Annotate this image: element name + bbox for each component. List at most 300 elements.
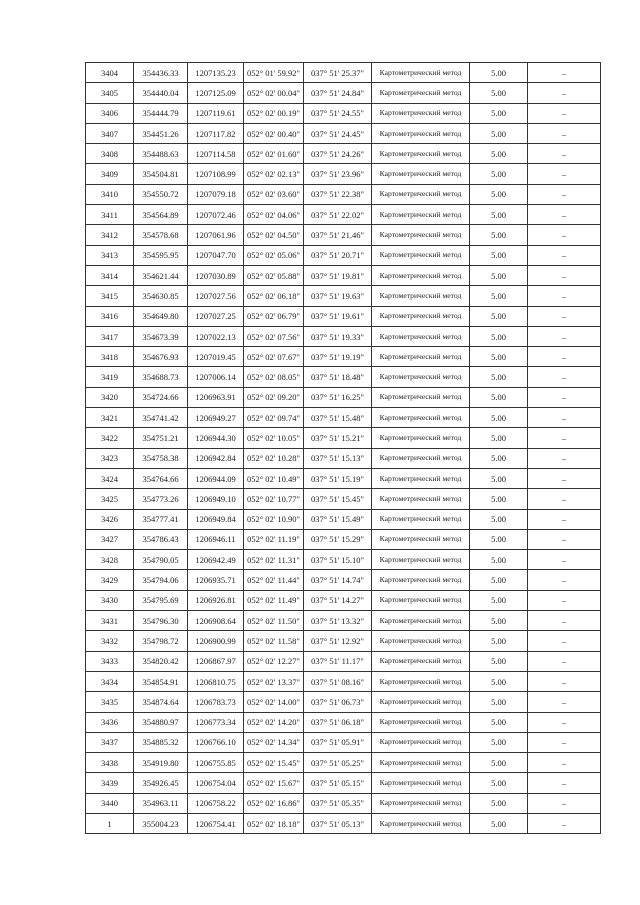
x-coordinate-cell: 354885.32	[134, 732, 188, 752]
x-coordinate-cell: 354963.11	[134, 793, 188, 813]
table-row	[86, 468, 601, 488]
latitude-cell: 052° 02' 15.45"	[244, 753, 304, 773]
method-cell: Картометрический метод	[372, 144, 470, 164]
point-number-cell: 3431	[86, 611, 134, 631]
description-cell: –	[528, 732, 601, 752]
y-coordinate-cell: 1207117.82	[188, 123, 244, 143]
y-coordinate-cell: 1207114.58	[188, 144, 244, 164]
latitude-cell: 052° 02' 15.67"	[244, 773, 304, 793]
accuracy-cell: 5.00	[470, 408, 528, 428]
description-cell: –	[528, 509, 601, 529]
point-number-cell: 3413	[86, 245, 134, 265]
latitude-cell: 052° 02' 10.49"	[244, 468, 304, 488]
longitude-cell: 037° 51' 15.45"	[304, 489, 372, 509]
table-row	[86, 144, 601, 164]
point-number-cell: 3408	[86, 144, 134, 164]
accuracy-cell: 5.00	[470, 123, 528, 143]
point-number-cell: 3429	[86, 570, 134, 590]
y-coordinate-cell: 1206783.73	[188, 692, 244, 712]
longitude-cell: 037° 51' 14.27"	[304, 590, 372, 610]
x-coordinate-cell: 354621.44	[134, 265, 188, 285]
description-cell: –	[528, 631, 601, 651]
method-cell: Картометрический метод	[372, 448, 470, 468]
longitude-cell: 037° 51' 24.45"	[304, 123, 372, 143]
accuracy-cell: 5.00	[470, 225, 528, 245]
latitude-cell: 052° 02' 04.50"	[244, 225, 304, 245]
point-number-cell: 3426	[86, 509, 134, 529]
coordinates-table	[85, 62, 601, 834]
method-cell: Картометрический метод	[372, 773, 470, 793]
table-row	[86, 448, 601, 468]
longitude-cell: 037° 51' 18.48"	[304, 367, 372, 387]
point-number-cell: 3435	[86, 692, 134, 712]
method-cell: Картометрический метод	[372, 123, 470, 143]
x-coordinate-cell: 354874.64	[134, 692, 188, 712]
longitude-cell: 037° 51' 23.96"	[304, 164, 372, 184]
accuracy-cell: 5.00	[470, 367, 528, 387]
x-coordinate-cell: 354724.66	[134, 387, 188, 407]
y-coordinate-cell: 1206900.99	[188, 631, 244, 651]
description-cell: –	[528, 813, 601, 833]
method-cell: Картометрический метод	[372, 265, 470, 285]
latitude-cell: 052° 02' 08.05"	[244, 367, 304, 387]
longitude-cell: 037° 51' 06.73"	[304, 692, 372, 712]
longitude-cell: 037° 51' 14.74"	[304, 570, 372, 590]
longitude-cell: 037° 51' 19.63"	[304, 286, 372, 306]
latitude-cell: 052° 02' 05.06"	[244, 245, 304, 265]
table-row	[86, 347, 601, 367]
y-coordinate-cell: 1206949.84	[188, 509, 244, 529]
description-cell: –	[528, 306, 601, 326]
method-cell: Картометрический метод	[372, 611, 470, 631]
y-coordinate-cell: 1207030.89	[188, 265, 244, 285]
accuracy-cell: 5.00	[470, 712, 528, 732]
method-cell: Картометрический метод	[372, 428, 470, 448]
accuracy-cell: 5.00	[470, 103, 528, 123]
accuracy-cell: 5.00	[470, 509, 528, 529]
table-row	[86, 225, 601, 245]
table-row	[86, 651, 601, 671]
point-number-cell: 3418	[86, 347, 134, 367]
y-coordinate-cell: 1207061.96	[188, 225, 244, 245]
method-cell: Картометрический метод	[372, 225, 470, 245]
y-coordinate-cell: 1207108.99	[188, 164, 244, 184]
method-cell: Картометрический метод	[372, 103, 470, 123]
x-coordinate-cell: 354578.68	[134, 225, 188, 245]
description-cell: –	[528, 712, 601, 732]
longitude-cell: 037° 51' 15.10"	[304, 550, 372, 570]
point-number-cell: 3416	[86, 306, 134, 326]
x-coordinate-cell: 354440.04	[134, 83, 188, 103]
point-number-cell: 3428	[86, 550, 134, 570]
description-cell: –	[528, 225, 601, 245]
y-coordinate-cell: 1206942.49	[188, 550, 244, 570]
point-number-cell: 3406	[86, 103, 134, 123]
accuracy-cell: 5.00	[470, 144, 528, 164]
point-number-cell: 3420	[86, 387, 134, 407]
x-coordinate-cell: 354786.43	[134, 529, 188, 549]
description-cell: –	[528, 793, 601, 813]
accuracy-cell: 5.00	[470, 326, 528, 346]
x-coordinate-cell: 354820.42	[134, 651, 188, 671]
table-row	[86, 408, 601, 428]
method-cell: Картометрический метод	[372, 671, 470, 691]
table-row	[86, 671, 601, 691]
latitude-cell: 052° 02' 11.49"	[244, 590, 304, 610]
x-coordinate-cell: 354796.30	[134, 611, 188, 631]
x-coordinate-cell: 354926.45	[134, 773, 188, 793]
x-coordinate-cell: 354688.73	[134, 367, 188, 387]
method-cell: Картометрический метод	[372, 550, 470, 570]
longitude-cell: 037° 51' 05.15"	[304, 773, 372, 793]
latitude-cell: 052° 02' 16.86"	[244, 793, 304, 813]
latitude-cell: 052° 02' 01.60"	[244, 144, 304, 164]
method-cell: Картометрический метод	[372, 509, 470, 529]
x-coordinate-cell: 354773.26	[134, 489, 188, 509]
method-cell: Картометрический метод	[372, 83, 470, 103]
longitude-cell: 037° 51' 05.25"	[304, 753, 372, 773]
method-cell: Картометрический метод	[372, 692, 470, 712]
description-cell: –	[528, 590, 601, 610]
longitude-cell: 037° 51' 15.48"	[304, 408, 372, 428]
latitude-cell: 052° 02' 10.28"	[244, 448, 304, 468]
longitude-cell: 037° 51' 20.71"	[304, 245, 372, 265]
x-coordinate-cell: 354676.93	[134, 347, 188, 367]
longitude-cell: 037° 51' 15.19"	[304, 468, 372, 488]
table-row	[86, 489, 601, 509]
latitude-cell: 052° 02' 10.77"	[244, 489, 304, 509]
description-cell: –	[528, 83, 601, 103]
y-coordinate-cell: 1207079.18	[188, 184, 244, 204]
y-coordinate-cell: 1206754.04	[188, 773, 244, 793]
latitude-cell: 052° 02' 00.04"	[244, 83, 304, 103]
longitude-cell: 037° 51' 15.13"	[304, 448, 372, 468]
longitude-cell: 037° 51' 06.18"	[304, 712, 372, 732]
point-number-cell: 3422	[86, 428, 134, 448]
y-coordinate-cell: 1207047.70	[188, 245, 244, 265]
accuracy-cell: 5.00	[470, 753, 528, 773]
point-number-cell: 3439	[86, 773, 134, 793]
x-coordinate-cell: 354751.21	[134, 428, 188, 448]
point-number-cell: 3421	[86, 408, 134, 428]
description-cell: –	[528, 753, 601, 773]
x-coordinate-cell: 354795.69	[134, 590, 188, 610]
description-cell: –	[528, 103, 601, 123]
method-cell: Картометрический метод	[372, 793, 470, 813]
description-cell: –	[528, 367, 601, 387]
accuracy-cell: 5.00	[470, 611, 528, 631]
x-coordinate-cell: 354451.26	[134, 123, 188, 143]
latitude-cell: 052° 02' 14.34"	[244, 732, 304, 752]
accuracy-cell: 5.00	[470, 286, 528, 306]
table-row	[86, 103, 601, 123]
y-coordinate-cell: 1207072.46	[188, 205, 244, 225]
y-coordinate-cell: 1206935.71	[188, 570, 244, 590]
longitude-cell: 037° 51' 13.32"	[304, 611, 372, 631]
latitude-cell: 052° 02' 11.19"	[244, 529, 304, 549]
table-row	[86, 712, 601, 732]
method-cell: Картометрический метод	[372, 631, 470, 651]
y-coordinate-cell: 1206944.30	[188, 428, 244, 448]
accuracy-cell: 5.00	[470, 63, 528, 83]
table-row	[86, 367, 601, 387]
x-coordinate-cell: 354550.72	[134, 184, 188, 204]
point-number-cell: 3430	[86, 590, 134, 610]
longitude-cell: 037° 51' 19.81"	[304, 265, 372, 285]
longitude-cell: 037° 51' 22.02"	[304, 205, 372, 225]
description-cell: –	[528, 387, 601, 407]
x-coordinate-cell: 354919.80	[134, 753, 188, 773]
table-row	[86, 611, 601, 631]
description-cell: –	[528, 326, 601, 346]
longitude-cell: 037° 51' 24.55"	[304, 103, 372, 123]
accuracy-cell: 5.00	[470, 529, 528, 549]
latitude-cell: 052° 02' 00.19"	[244, 103, 304, 123]
y-coordinate-cell: 1206949.10	[188, 489, 244, 509]
table-row	[86, 732, 601, 752]
table-row	[86, 326, 601, 346]
y-coordinate-cell: 1206942.84	[188, 448, 244, 468]
y-coordinate-cell: 1207019.45	[188, 347, 244, 367]
latitude-cell: 052° 02' 02.13"	[244, 164, 304, 184]
method-cell: Картометрический метод	[372, 367, 470, 387]
y-coordinate-cell: 1207125.09	[188, 83, 244, 103]
point-number-cell: 3417	[86, 326, 134, 346]
table-row	[86, 793, 601, 813]
description-cell: –	[528, 347, 601, 367]
longitude-cell: 037° 51' 05.35"	[304, 793, 372, 813]
method-cell: Картометрический метод	[372, 489, 470, 509]
accuracy-cell: 5.00	[470, 164, 528, 184]
accuracy-cell: 5.00	[470, 773, 528, 793]
point-number-cell: 3419	[86, 367, 134, 387]
latitude-cell: 052° 02' 11.50"	[244, 611, 304, 631]
latitude-cell: 052° 02' 06.79"	[244, 306, 304, 326]
y-coordinate-cell: 1206963.91	[188, 387, 244, 407]
table-row	[86, 83, 601, 103]
latitude-cell: 052° 02' 09.20"	[244, 387, 304, 407]
latitude-cell: 052° 02' 00.40"	[244, 123, 304, 143]
point-number-cell: 3407	[86, 123, 134, 143]
description-cell: –	[528, 692, 601, 712]
point-number-cell: 3432	[86, 631, 134, 651]
method-cell: Картометрический метод	[372, 63, 470, 83]
description-cell: –	[528, 265, 601, 285]
x-coordinate-cell: 354794.06	[134, 570, 188, 590]
latitude-cell: 052° 02' 03.60"	[244, 184, 304, 204]
x-coordinate-cell: 355004.23	[134, 813, 188, 833]
longitude-cell: 037° 51' 05.91"	[304, 732, 372, 752]
longitude-cell: 037° 51' 05.13"	[304, 813, 372, 833]
y-coordinate-cell: 1206754.41	[188, 813, 244, 833]
accuracy-cell: 5.00	[470, 428, 528, 448]
accuracy-cell: 5.00	[470, 570, 528, 590]
description-cell: –	[528, 489, 601, 509]
method-cell: Картометрический метод	[372, 570, 470, 590]
longitude-cell: 037° 51' 16.25"	[304, 387, 372, 407]
accuracy-cell: 5.00	[470, 306, 528, 326]
latitude-cell: 052° 02' 07.56"	[244, 326, 304, 346]
x-coordinate-cell: 354564.89	[134, 205, 188, 225]
method-cell: Картометрический метод	[372, 164, 470, 184]
y-coordinate-cell: 1207006.14	[188, 367, 244, 387]
method-cell: Картометрический метод	[372, 387, 470, 407]
latitude-cell: 052° 02' 12.27"	[244, 651, 304, 671]
longitude-cell: 037° 51' 15.29"	[304, 529, 372, 549]
accuracy-cell: 5.00	[470, 184, 528, 204]
accuracy-cell: 5.00	[470, 245, 528, 265]
accuracy-cell: 5.00	[470, 631, 528, 651]
description-cell: –	[528, 448, 601, 468]
accuracy-cell: 5.00	[470, 793, 528, 813]
longitude-cell: 037° 51' 15.21"	[304, 428, 372, 448]
accuracy-cell: 5.00	[470, 732, 528, 752]
method-cell: Картометрический метод	[372, 753, 470, 773]
table-row	[86, 123, 601, 143]
accuracy-cell: 5.00	[470, 83, 528, 103]
x-coordinate-cell: 354673.39	[134, 326, 188, 346]
point-number-cell: 3412	[86, 225, 134, 245]
x-coordinate-cell: 354595.95	[134, 245, 188, 265]
description-cell: –	[528, 468, 601, 488]
point-number-cell: 3424	[86, 468, 134, 488]
x-coordinate-cell: 354764.66	[134, 468, 188, 488]
description-cell: –	[528, 205, 601, 225]
latitude-cell: 052° 01' 59.92"	[244, 63, 304, 83]
table-row	[86, 590, 601, 610]
accuracy-cell: 5.00	[470, 489, 528, 509]
longitude-cell: 037° 51' 19.33"	[304, 326, 372, 346]
method-cell: Картометрический метод	[372, 245, 470, 265]
table-row	[86, 265, 601, 285]
longitude-cell: 037° 51' 25.37"	[304, 63, 372, 83]
x-coordinate-cell: 354504.81	[134, 164, 188, 184]
longitude-cell: 037° 51' 11.17"	[304, 651, 372, 671]
description-cell: –	[528, 63, 601, 83]
latitude-cell: 052° 02' 13.37"	[244, 671, 304, 691]
point-number-cell: 3434	[86, 671, 134, 691]
method-cell: Картометрический метод	[372, 468, 470, 488]
point-number-cell: 3423	[86, 448, 134, 468]
latitude-cell: 052° 02' 05.88"	[244, 265, 304, 285]
y-coordinate-cell: 1206867.97	[188, 651, 244, 671]
table-row	[86, 63, 601, 83]
method-cell: Картометрический метод	[372, 651, 470, 671]
table-row	[86, 184, 601, 204]
longitude-cell: 037° 51' 19.61"	[304, 306, 372, 326]
y-coordinate-cell: 1206926.81	[188, 590, 244, 610]
y-coordinate-cell: 1207027.25	[188, 306, 244, 326]
x-coordinate-cell: 354854.91	[134, 671, 188, 691]
y-coordinate-cell: 1206949.27	[188, 408, 244, 428]
y-coordinate-cell: 1206944.09	[188, 468, 244, 488]
table-row	[86, 286, 601, 306]
y-coordinate-cell: 1206766.10	[188, 732, 244, 752]
point-number-cell: 3414	[86, 265, 134, 285]
longitude-cell: 037° 51' 22.38"	[304, 184, 372, 204]
longitude-cell: 037° 51' 19.19"	[304, 347, 372, 367]
y-coordinate-cell: 1207022.13	[188, 326, 244, 346]
x-coordinate-cell: 354436.33	[134, 63, 188, 83]
table-row	[86, 428, 601, 448]
table-row	[86, 550, 601, 570]
table-row	[86, 164, 601, 184]
description-cell: –	[528, 286, 601, 306]
point-number-cell: 3415	[86, 286, 134, 306]
x-coordinate-cell: 354880.97	[134, 712, 188, 732]
longitude-cell: 037° 51' 12.92"	[304, 631, 372, 651]
description-cell: –	[528, 529, 601, 549]
description-cell: –	[528, 184, 601, 204]
table-row	[86, 692, 601, 712]
method-cell: Картометрический метод	[372, 184, 470, 204]
point-number-cell: 3425	[86, 489, 134, 509]
y-coordinate-cell: 1206755.85	[188, 753, 244, 773]
table-row	[86, 631, 601, 651]
point-number-cell: 3433	[86, 651, 134, 671]
latitude-cell: 052° 02' 11.31"	[244, 550, 304, 570]
accuracy-cell: 5.00	[470, 205, 528, 225]
latitude-cell: 052° 02' 06.18"	[244, 286, 304, 306]
point-number-cell: 3405	[86, 83, 134, 103]
point-number-cell: 3427	[86, 529, 134, 549]
x-coordinate-cell: 354630.85	[134, 286, 188, 306]
description-cell: –	[528, 611, 601, 631]
x-coordinate-cell: 354741.42	[134, 408, 188, 428]
point-number-cell: 1	[86, 813, 134, 833]
table-row	[86, 509, 601, 529]
table-row	[86, 753, 601, 773]
method-cell: Картометрический метод	[372, 205, 470, 225]
point-number-cell: 3438	[86, 753, 134, 773]
latitude-cell: 052° 02' 14.20"	[244, 712, 304, 732]
table-row	[86, 387, 601, 407]
longitude-cell: 037° 51' 21.46"	[304, 225, 372, 245]
method-cell: Картометрический метод	[372, 408, 470, 428]
description-cell: –	[528, 144, 601, 164]
longitude-cell: 037° 51' 24.26"	[304, 144, 372, 164]
latitude-cell: 052° 02' 10.90"	[244, 509, 304, 529]
table-row	[86, 529, 601, 549]
accuracy-cell: 5.00	[470, 651, 528, 671]
accuracy-cell: 5.00	[470, 692, 528, 712]
y-coordinate-cell: 1206946.11	[188, 529, 244, 549]
method-cell: Картометрический метод	[372, 712, 470, 732]
description-cell: –	[528, 164, 601, 184]
table-row	[86, 813, 601, 833]
description-cell: –	[528, 245, 601, 265]
coordinates-table-body	[86, 63, 601, 834]
table-row	[86, 306, 601, 326]
description-cell: –	[528, 671, 601, 691]
x-coordinate-cell: 354444.79	[134, 103, 188, 123]
point-number-cell: 3410	[86, 184, 134, 204]
accuracy-cell: 5.00	[470, 265, 528, 285]
longitude-cell: 037° 51' 15.49"	[304, 509, 372, 529]
accuracy-cell: 5.00	[470, 448, 528, 468]
latitude-cell: 052° 02' 09.74"	[244, 408, 304, 428]
latitude-cell: 052° 02' 11.44"	[244, 570, 304, 590]
point-number-cell: 3436	[86, 712, 134, 732]
x-coordinate-cell: 354649.80	[134, 306, 188, 326]
latitude-cell: 052° 02' 07.67"	[244, 347, 304, 367]
point-number-cell: 3409	[86, 164, 134, 184]
longitude-cell: 037° 51' 24.84"	[304, 83, 372, 103]
accuracy-cell: 5.00	[470, 671, 528, 691]
description-cell: –	[528, 408, 601, 428]
method-cell: Картометрический метод	[372, 326, 470, 346]
description-cell: –	[528, 570, 601, 590]
